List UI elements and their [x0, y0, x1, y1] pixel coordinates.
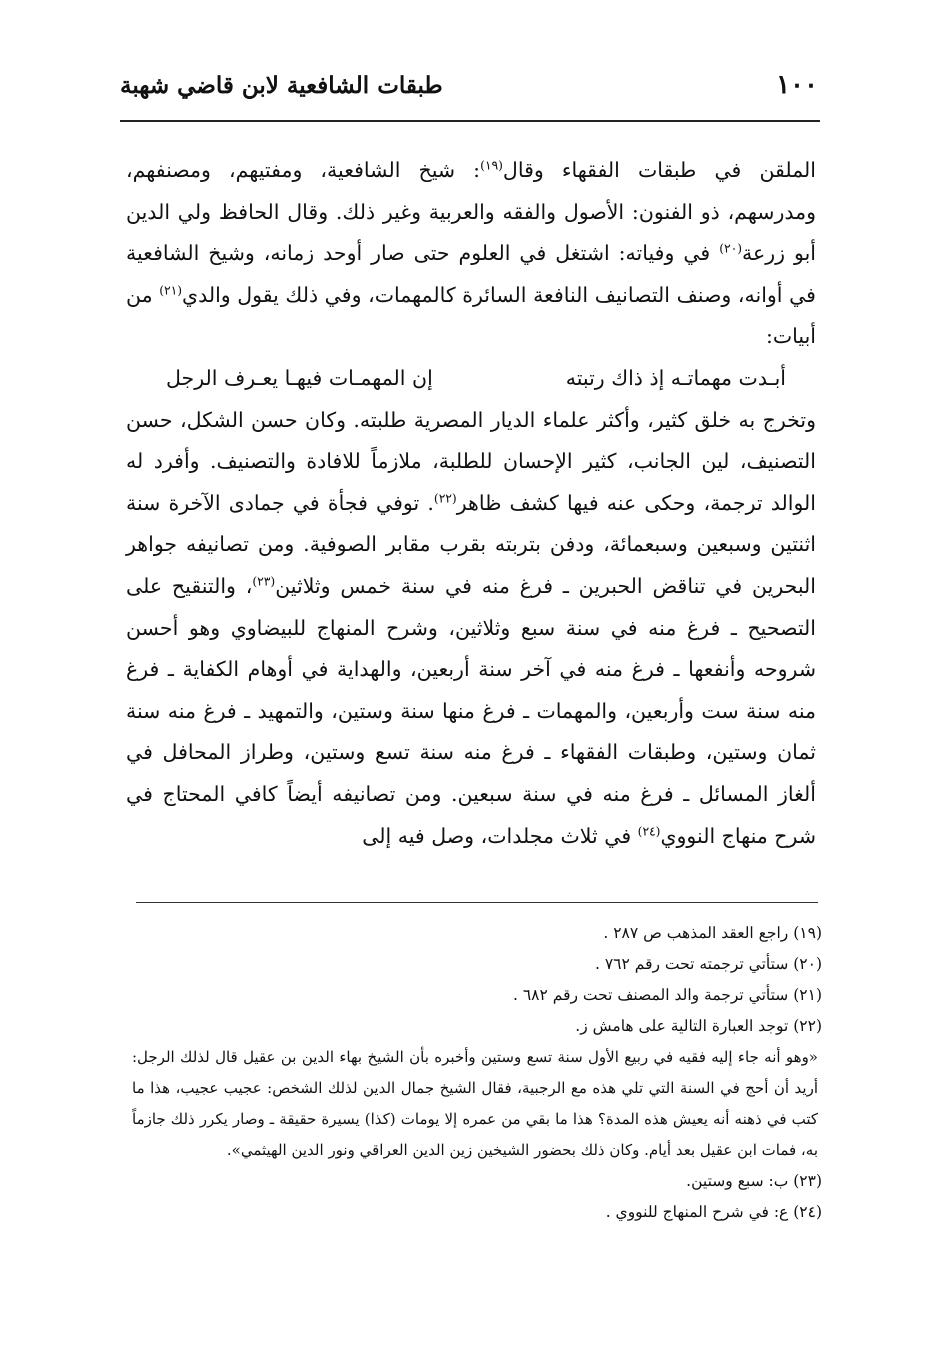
footnote-19: (١٩) راجع العقد المذهب ص ٢٨٧ .: [603, 924, 822, 942]
poetry-verse: [126, 358, 816, 400]
page-header: [120, 66, 820, 112]
paragraph-1: [126, 150, 816, 358]
footnote-20: (٢٠) ستأتي ترجمته تحت رقم ٧٦٢ .: [594, 955, 822, 973]
main-text: [126, 150, 816, 857]
header-rule: [120, 120, 820, 122]
footnote-23: (٢٣) ب: سبع وستين.: [686, 1172, 822, 1190]
footnote-24: (٢٤) ع: في شرح المنهاج للنووي .: [605, 1203, 822, 1221]
footnote-ref-22: (٢٢): [433, 491, 457, 506]
footnote-ref-19: (١٩): [480, 158, 503, 173]
text-run: : شيخ الشافعية، ومفتيهم، ومصنفهم، ومدرسهم، ذو الفنون: الأصول والفقه والعربية وغير ذلك. وقال الحافظ ولي الدين أبو زرعة: [126, 158, 816, 266]
verse-hemistich-1: أبـدت مهماتـه إذ ذاك رتبته: [565, 365, 786, 390]
text-run: ، والتنقيح على التصحيح ـ فرغ منه في سنة سبع وثلاثين، وشرح المنهاج للبيضاوي وهو أحسن شروحه وأنفعها ـ فرغ منه في آخر سنة أربعين، والهداية في أوهام الكفاية ـ فرغ منه سنة ست وأربعين، والمهمات ـ فرغ منها سنة وستين، والتمهيد ـ فرغ منه سنة ثمان وستين، وطبقات الفقهاء ـ فرغ منه سنة تسع وستين، وطراز المحافل في ألغاز المسائل ـ فرغ منه في سنة سبعين. ومن تصانيفه أيضاً كافي المحتاج في شرح منهاج النووي: [126, 573, 816, 848]
footnote-ref-23: (٢٣): [252, 574, 276, 589]
footnote-22: (٢٢) توجد العبارة التالية على هامش ز.: [575, 1017, 822, 1035]
text-run: وتخرج به خلق كثير، وأكثر علماء الديار المصرية طلبته. وكان حسن الشكل، حسن التصنيف، لين الجانب، كثير الإحسان للطلبة، ملازماً للافادة والتصنيف. وأفرد له الوالد ترجمة، وحكى عنه فيها كشف ظاهر: [126, 407, 816, 515]
paragraph-2: [126, 400, 816, 858]
text-run: في وفياته: اشتغل في العلوم حتى صار أوحد زمانه، وشيخ الشافعية في أوانه، وصنف التصانيف النافعة السائرة كالمهمات، وفي ذلك يقول والدي: [126, 241, 816, 307]
running-title: طبقات الشافعية لابن قاضي شهبة: [120, 72, 443, 99]
footnote-21: (٢١) ستأتي ترجمة والد المصنف تحت رقم ٦٨٢ .: [513, 986, 822, 1004]
footnotes: [132, 918, 822, 1228]
verse-hemistich-2: إن المهمـات فيهـا يعـرف الرجل: [166, 365, 433, 390]
footnote-rule: [136, 902, 818, 903]
footnote-ref-20: (٢٠): [719, 241, 743, 256]
footnote-ref-21: (٢١): [159, 283, 183, 298]
text-run: من أبيات:: [126, 282, 816, 349]
footnote-22-quote: «وهو أنه جاء إليه فقيه في ربيع الأول سنة تسع وستين وأخبره بأن الشيخ بهاء الدين بن عقيل قال لذلك الرجل: أريد أن أحج في السنة التي تلي هذه مع الرجبية، فقال الشيخ جمال الدين لذلك الشخص: عجيب عجيب، هذا ما كتب في ذهنه أنه يعيش هذه المدة؟ هذا ما بقي من عمره إلا يومات (كذا) يسيرة حقيقة ـ وصار يكرر ذلك جازماً به، فمات ابن عقيل بعد أيام. وكان ذلك بحضور الشيخين زين الدين العراقي ونور الدين الهيثمي».: [132, 1048, 818, 1159]
text-run: . توفي فجأة في جمادى الآخرة سنة اثنتين وسبعين وسبعمائة، ودفن بتربته بقرب مقابر الصوفية. ومن تصانيفه جواهر البحرين في تناقض الحبرين ـ فرغ منه في سنة خمس وثلاثين: [126, 490, 816, 598]
page-number: ١٠٠: [776, 70, 818, 100]
text-run: الملقن في طبقات الفقهاء وقال: [502, 158, 816, 182]
footnote-ref-24: (٢٤): [637, 824, 661, 839]
text-run: في ثلاث مجلدات، وصل فيه إلى: [362, 823, 638, 848]
